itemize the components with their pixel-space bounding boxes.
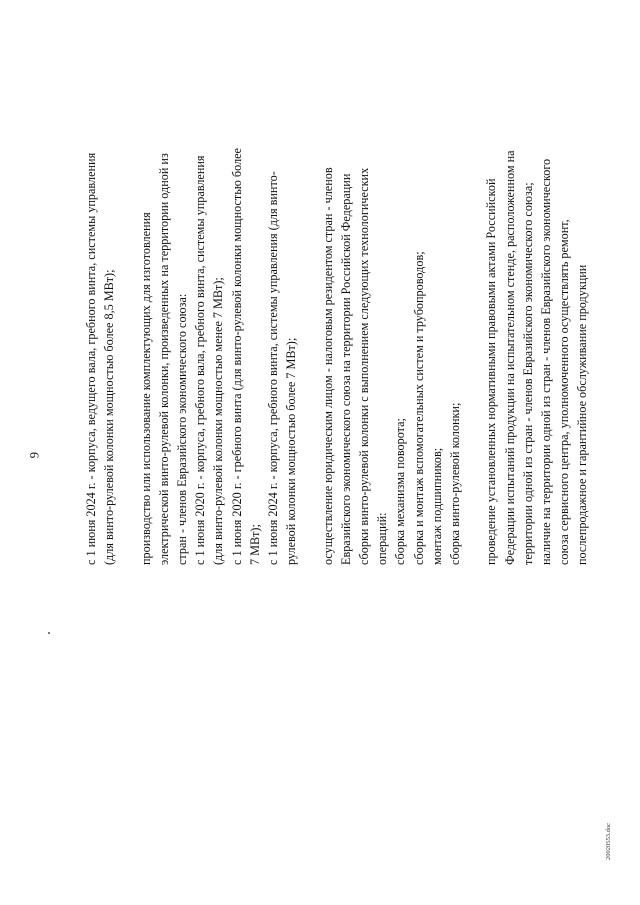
text-line: монтаж подшипников; xyxy=(429,447,444,565)
text-line: сборка механизма поворота; xyxy=(393,418,408,565)
text-line: (для винто-рулевой колонки мощностью менее 7 МВт); xyxy=(211,277,226,565)
text-line: стран - членов Евразийского экономического союза: xyxy=(175,293,189,565)
text-line: осуществление юридическим лицом - налоговым резидентом стран - членов xyxy=(320,167,335,565)
scan-speck xyxy=(48,632,50,634)
text-line: операций: xyxy=(375,512,390,565)
text-line: территории одной из стран - членов Евразийского экономического союза; xyxy=(520,182,535,565)
text-line: с 1 июня 2020 г. - гребного винта (для винто-рулевой колонки мощностью более xyxy=(229,148,244,565)
text-line: с 1 июня 2024 г. - корпуса, ведущего вала, гребного винта, системы управления xyxy=(84,152,98,565)
text-line: Евразийского экономического союза на территории Российской Федерации xyxy=(338,173,353,565)
text-line: союза сервисного центра, уполномоченного осуществлять ремонт, xyxy=(557,219,572,565)
text-line: с 1 июня 2024 г. - корпуса, гребного винта, системы управления (для винто- xyxy=(266,171,281,565)
document-body xyxy=(82,45,592,565)
text-line: рулевой колонки мощностью более 7 МВт); xyxy=(284,337,299,565)
text-line: электрической винто-рулевой колонки, произведенных на территории одной из xyxy=(156,153,171,565)
paragraph-4 xyxy=(482,45,591,565)
text-line: послепродажное и гарантийное обслуживание продукции xyxy=(575,264,590,565)
text-line: наличие на территории одной из стран - членов Евразийского экономического xyxy=(539,158,554,565)
text-line: с 1 июня 2020 г. - корпуса, гребного вала, гребного винта, системы управления xyxy=(193,155,208,565)
paragraph-2 xyxy=(137,45,301,565)
text-line: производство или использование комплектующих для изготовления xyxy=(138,212,153,565)
footer-doc-code: 20020553.doc xyxy=(605,822,612,860)
text-line: сборки винто-рулевой колонки с выполнением следующих технологических xyxy=(357,167,372,565)
text-line: сборка и монтаж вспомогательных систем и трубопроводов; xyxy=(411,251,426,565)
text-line: сборка винто-рулевой колонки; xyxy=(448,402,463,565)
text-line: (для винто-рулевой колонки мощностью более 8,5 МВт); xyxy=(102,269,117,565)
text-line: 7 МВт); xyxy=(247,524,262,565)
paragraph-1 xyxy=(82,45,118,565)
page-number: 6 xyxy=(27,452,41,459)
text-line: проведение установленных нормативными правовыми актами Российской xyxy=(484,178,499,565)
paragraph-3 xyxy=(319,45,465,565)
text-line: Федерации испытаний продукции на испытательном стенде, расположенном на xyxy=(502,150,517,565)
